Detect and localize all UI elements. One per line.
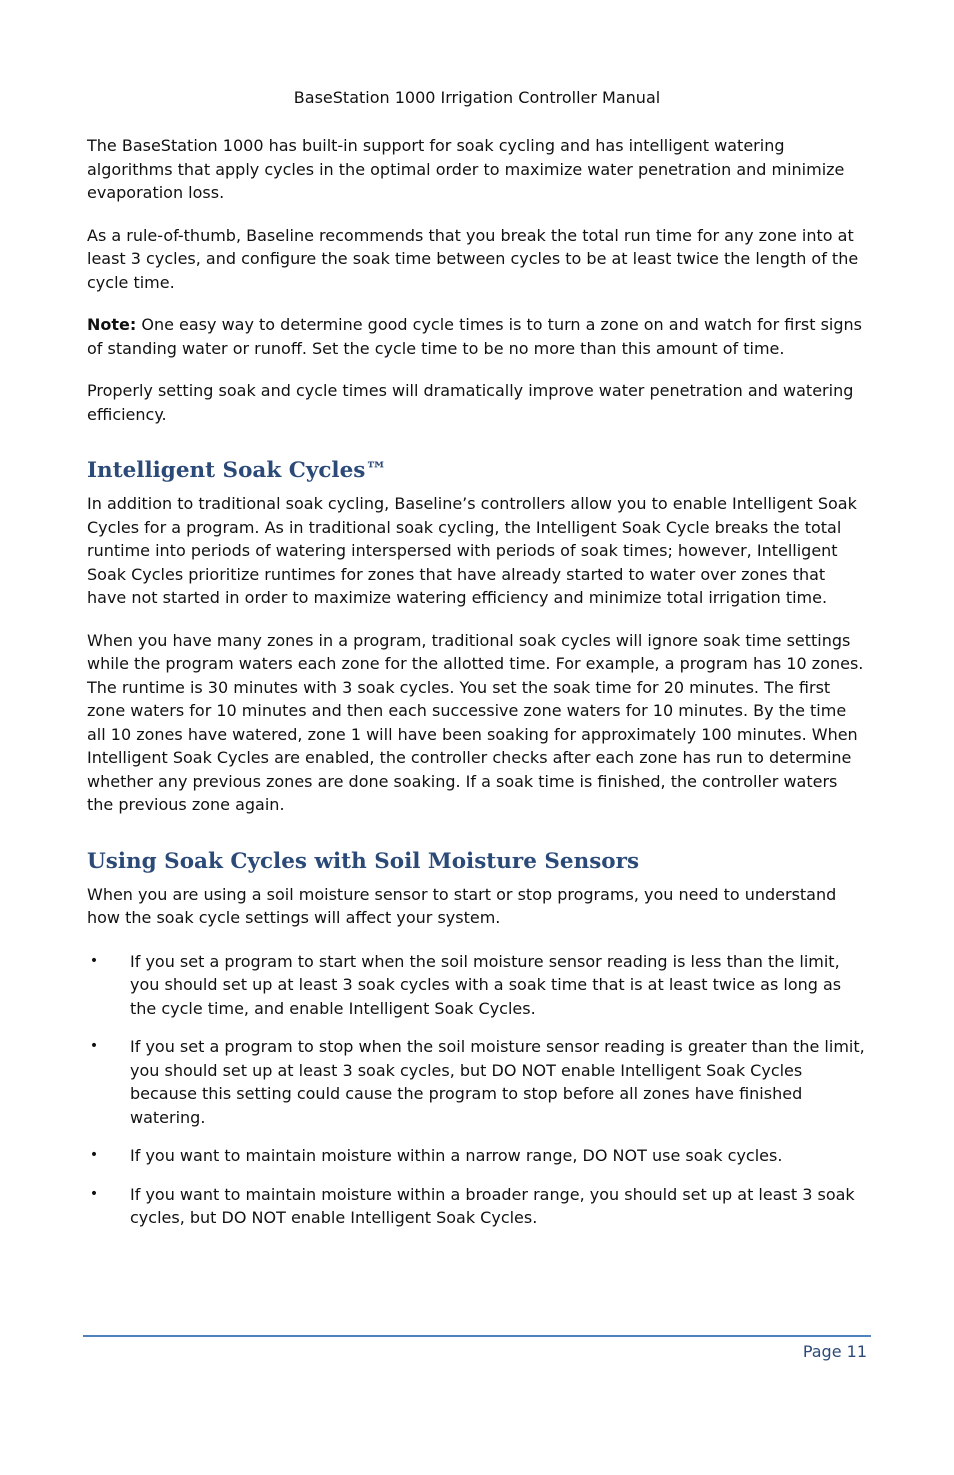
list-item-text: If you set a program to stop when the soil moisture sensor reading is greater than the limit, you should set up at least 3 soak cycles, but DO NOT enable Intelligent Soak Cycles because this setting could cause the program to stop before all zones have finished watering.: [130, 1037, 865, 1127]
soil-moisture-intro-paragraph: When you are using a soil moisture sensor to start or stop programs, you need to understand how the soak cycle settings will affect your system.: [87, 884, 837, 927]
intro-paragraph: The BaseStation 1000 has built-in support for soak cycling and has intelligent watering algorithms that apply cycles in the optimal order to maximize water penetration and minimize evaporation loss.: [87, 136, 845, 202]
intelligent-soak-example-paragraph: When you have many zones in a program, traditional soak cycles will ignore soak time settings while the program waters each zone for the allotted time. For example, a program has 10 zones. The runtime is 30 minutes with 3 soak cycles. You set the soak time for 20 minutes. The first zone waters for 10 minutes and then each successive zone waters for 10 minutes. By the time all 10 zones have watered, zone 1 will have been soaking for approximately 100 minutes. When Intelligent Soak Cycles are enabled, the controller checks after each zone has run to determine whether any previous zones are done soaking. If a soak time is finished, the controller waters the previous zone again.: [87, 630, 864, 814]
note-paragraph: [87, 313, 867, 360]
list-item: [87, 1144, 867, 1168]
list-item-text: If you want to maintain moisture within a narrow range, DO NOT use soak cycles.: [130, 1146, 783, 1165]
bullet-icon: •: [89, 1147, 99, 1163]
list-item: [87, 1183, 867, 1230]
list-item: [87, 1035, 867, 1129]
section-heading-soil-moisture-sensors: Using Soak Cycles with Soil Moisture Sensors: [87, 848, 640, 874]
note-text: One easy way to determine good cycle times is to turn a zone on and watch for first signs of standing water or runoff. Set the cycle time to be no more than this amount of time.: [87, 315, 863, 358]
page-number: Page 11: [802, 1342, 867, 1361]
soil-moisture-bullet-list: [87, 950, 867, 1230]
note-label: Note:: [87, 315, 137, 334]
document-body: [87, 134, 867, 1245]
list-item: [87, 950, 867, 1021]
page-header: BaseStation 1000 Irrigation Controller Manual: [293, 88, 661, 107]
footer-divider: [83, 1335, 871, 1337]
intelligent-soak-intro-paragraph: In addition to traditional soak cycling, Baseline’s controllers allow you to enable Intelligent Soak Cycles for a program. As in traditional soak cycling, the Intelligent Soak Cycle breaks the total runtime into periods of watering interspersed with periods of soak times; however, Intelligent Soak Cycles prioritize runtimes for zones that have already started to water over zones that have not started in order to maximize watering efficiency and minimize total irrigation time.: [87, 494, 857, 607]
section-heading-intelligent-soak-cycles: Intelligent Soak Cycles™: [87, 458, 387, 483]
list-item-text: If you want to maintain moisture within a broader range, you should set up at least 3 soak cycles, but DO NOT enable Intelligent Soak Cycles.: [130, 1184, 855, 1227]
bullet-icon: •: [89, 1038, 99, 1054]
list-item-text: If you set a program to start when the soil moisture sensor reading is less than the limit, you should set up at least 3 soak cycles with a soak time that is at least twice as long as the cycle time, and enable Intelligent Soak Cycles.: [130, 951, 842, 1018]
bullet-icon: •: [89, 952, 99, 969]
bullet-icon: •: [89, 1185, 99, 1202]
rule-of-thumb-paragraph: As a rule-of-thumb, Baseline recommends that you break the total run time for any zone into at least 3 cycles, and configure the soak time between cycles to be at least twice the length of the cycle time.: [87, 225, 859, 292]
efficiency-paragraph: Properly setting soak and cycle times will dramatically improve water penetration and watering efficiency.: [87, 381, 854, 424]
